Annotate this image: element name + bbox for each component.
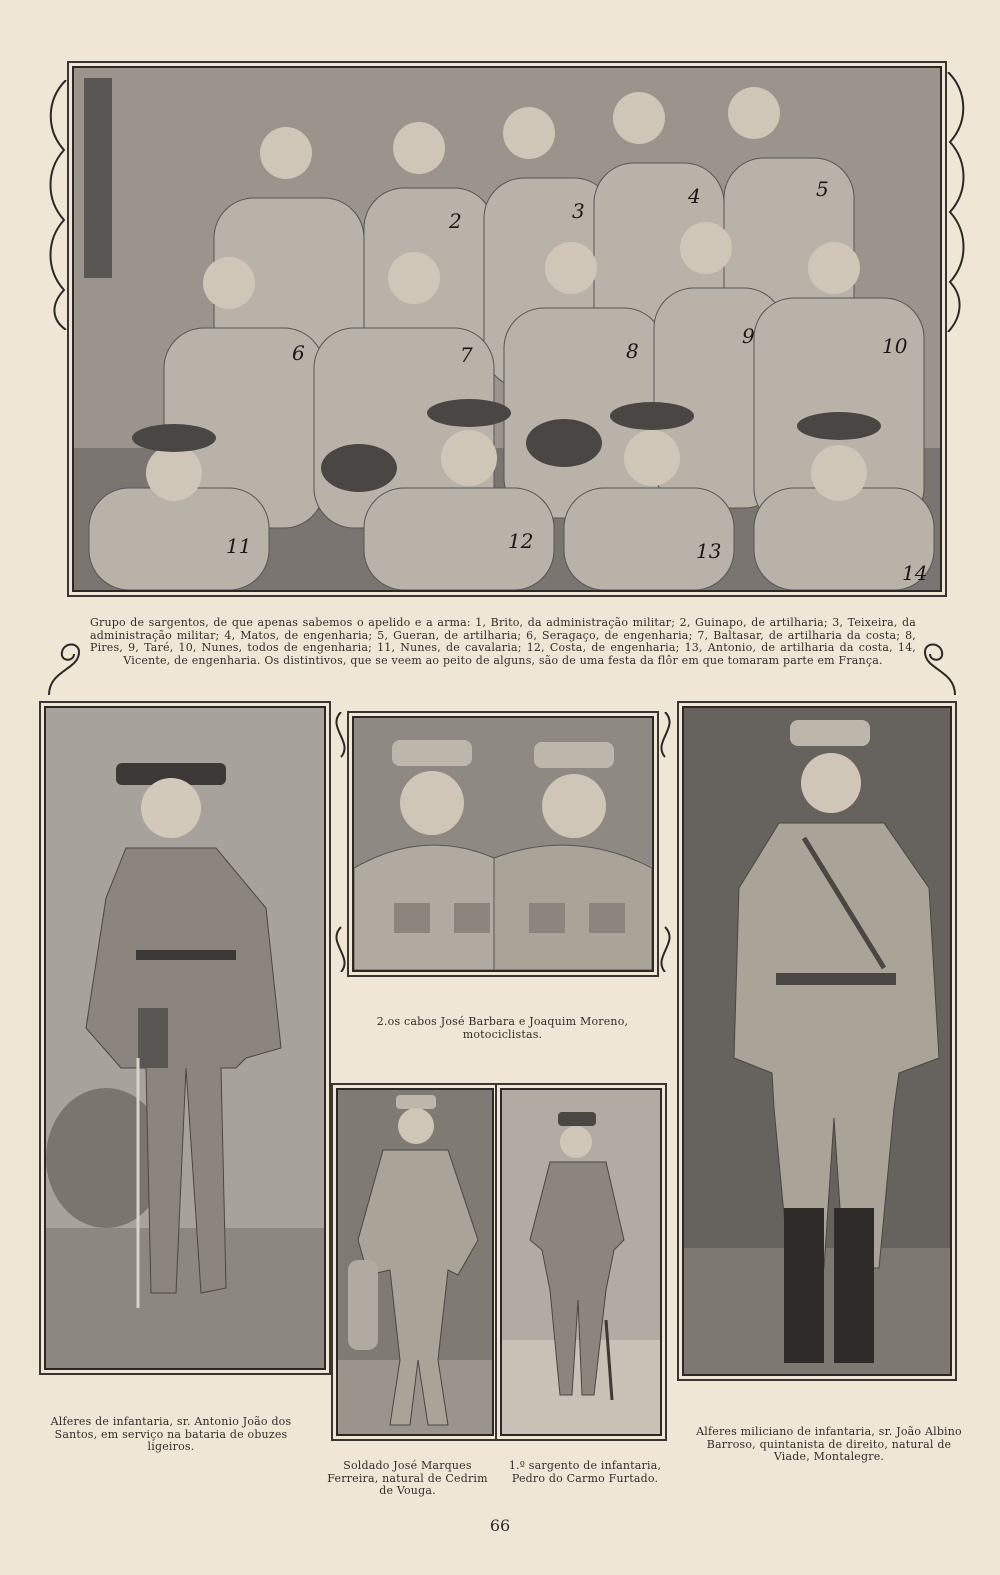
group-number-3: 3	[572, 199, 585, 223]
ornament-left-mid	[44, 640, 84, 700]
group-number-7: 7	[460, 343, 473, 367]
cabos-caption: 2.os cabos José Barbara e Joaquim Moreno, motociclistas.	[376, 1015, 629, 1041]
group-number-5: 5	[816, 177, 829, 201]
ornament-left-top	[44, 80, 74, 330]
portrait-soldado	[336, 1088, 494, 1436]
page-number: 66	[489, 1516, 511, 1535]
portrait-alferes-left	[44, 706, 326, 1370]
group-number-13: 13	[696, 539, 722, 563]
group-photo-caption: Grupo de sargentos, de que apenas sabemos o apelido e a arma: 1, Brito, da administração militar; 2, Guinapo, de artilharia; 3, Teixeira, da administração militar; 4, Matos, de engenharia; 5, Gueran, de artilharia; 6, Seragaço, de engenharia; 7, Baltasar, de artilharia da costa; 8, Pires, 9, Taré, 10, Nunes, todos de engenharia; 11, Nunes, de cavalaria; 12, Costa, de engenharia; 13, Antonio, de artilharia da costa, 14, Vicente, de engenharia. Os distintivos, que se veem ao peito de alguns, são de uma festa da flôr em que tomaram parte em França.	[90, 616, 916, 667]
portrait-alferes-right	[682, 706, 952, 1376]
group-number-6: 6	[292, 341, 305, 365]
group-number-10: 10	[882, 334, 908, 358]
group-number-8: 8	[626, 339, 639, 363]
group-photo-sergeants	[72, 66, 942, 592]
soldado-caption: Soldado José Marques Ferreira, natural de Cedrim de Vouga.	[327, 1459, 488, 1497]
ornament-right-top	[940, 72, 970, 332]
group-number-4: 4	[688, 184, 701, 208]
group-number-9: 9	[742, 324, 755, 348]
group-number-12: 12	[508, 529, 534, 553]
ornament-right-mid	[920, 640, 960, 700]
group-number-14: 14	[902, 561, 928, 585]
portrait-sargento	[500, 1088, 662, 1436]
group-number-2: 2	[449, 209, 462, 233]
alferes-right-caption: Alferes miliciano de infantaria, sr. João Albino Barroso, quintanista de direito, natural de Viade, Montalegre.	[696, 1425, 962, 1463]
alferes-left-caption: Alferes de infantaria, sr. Antonio João dos Santos, em serviço na bataria de obuzes ligeiros.	[50, 1415, 292, 1453]
portrait-cabos-motociclistas	[352, 716, 654, 972]
sargento-caption: 1.º sargento de infantaria, Pedro do Carmo Furtado.	[508, 1459, 662, 1485]
group-number-11: 11	[226, 534, 252, 558]
ornament-center-right	[650, 712, 680, 972]
